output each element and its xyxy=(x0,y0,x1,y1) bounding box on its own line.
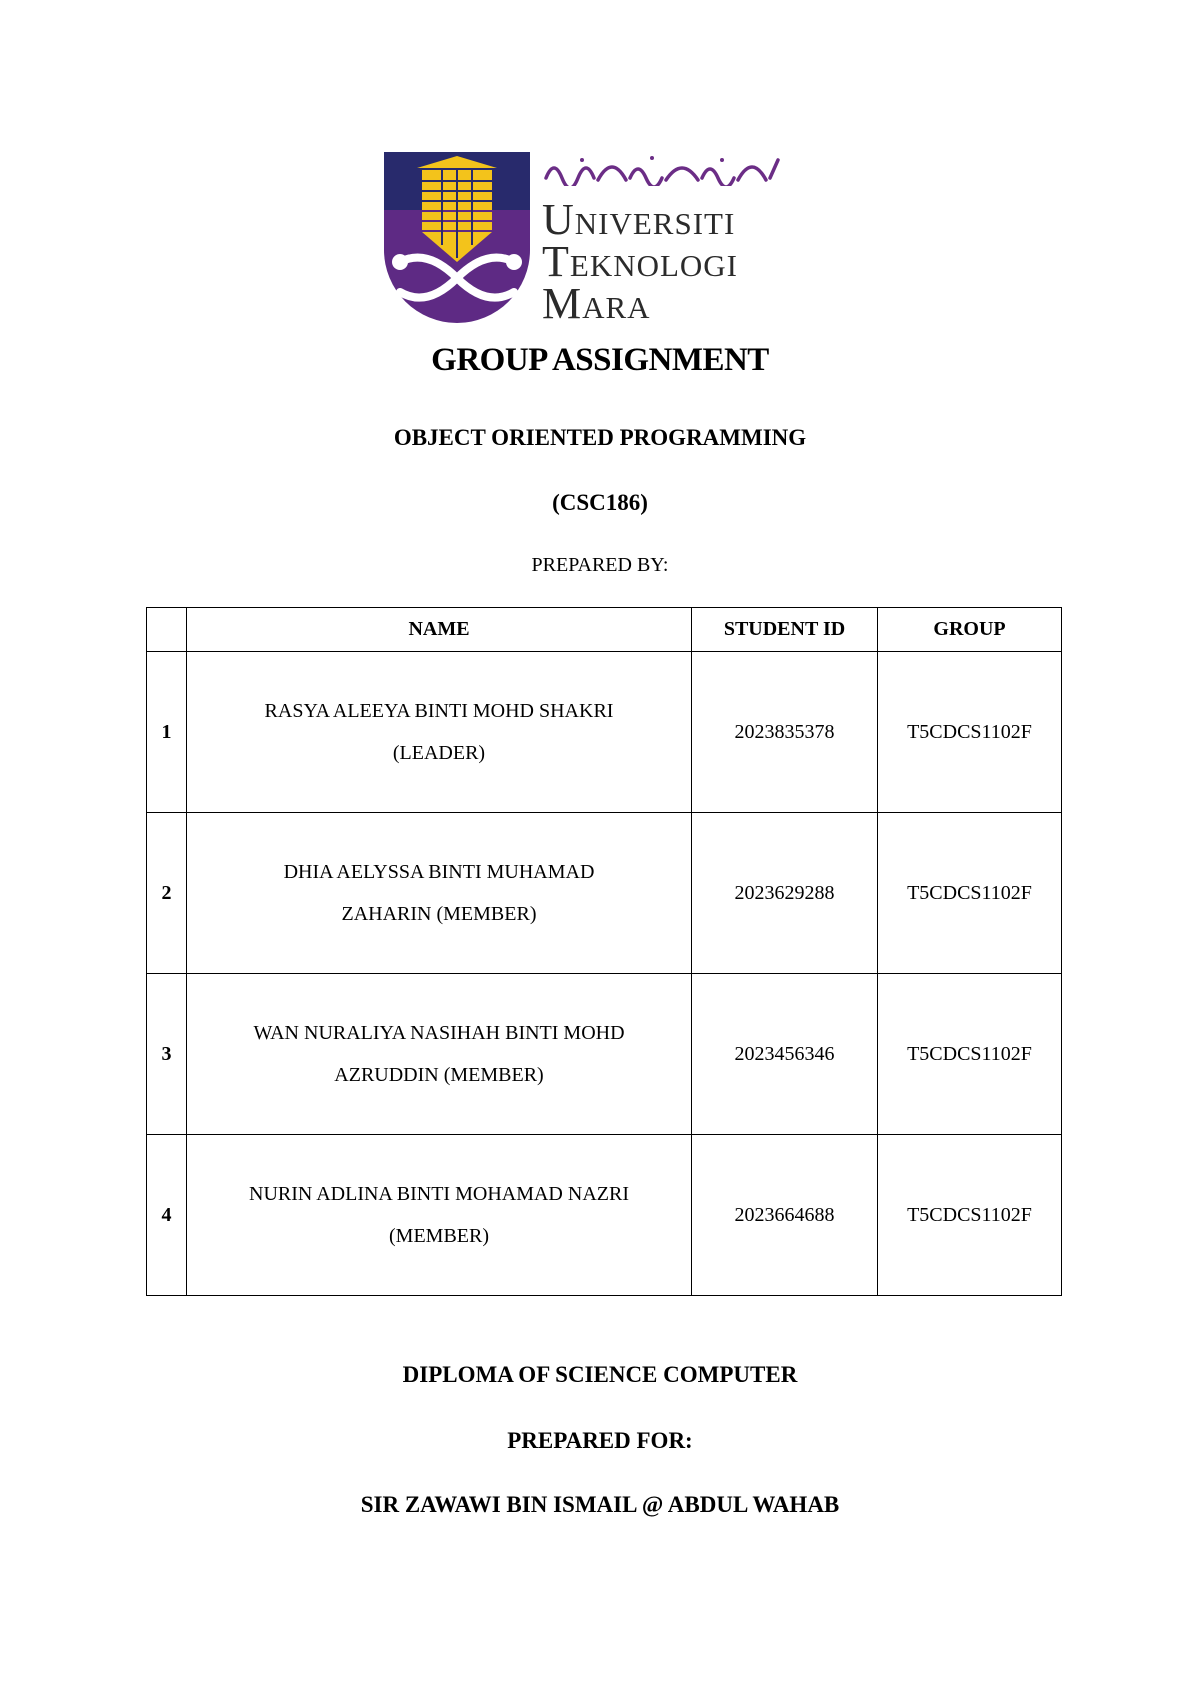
table-header-row xyxy=(147,608,1062,652)
member-group: T5CDCS1102F xyxy=(878,652,1062,813)
member-name xyxy=(187,652,692,813)
logo-arabic-script xyxy=(542,150,782,186)
member-name-line1: WAN NURALIYA NASIHAH BINTI MOHD xyxy=(253,1022,625,1044)
member-student-id: 2023456346 xyxy=(692,974,878,1135)
member-group: T5CDCS1102F xyxy=(878,974,1062,1135)
member-student-id: 2023835378 xyxy=(692,652,878,813)
row-number: 1 xyxy=(147,652,187,813)
prepared-by-label: PREPARED BY: xyxy=(531,554,669,576)
row-number: 2 xyxy=(147,813,187,974)
table-row xyxy=(147,974,1062,1135)
member-group: T5CDCS1102F xyxy=(878,1135,1062,1296)
university-logo xyxy=(382,150,792,328)
member-name-line2: (MEMBER) xyxy=(389,1225,489,1247)
member-name-line1: DHIA AELYSSA BINTI MUHAMAD xyxy=(283,861,595,883)
member-name-line1: NURIN ADLINA BINTI MOHAMAD NAZRI xyxy=(249,1183,629,1205)
program-name: DIPLOMA OF SCIENCE COMPUTER xyxy=(402,1362,798,1387)
lecturer-name: SIR ZAWAWI BIN ISMAIL @ ABDUL WAHAB xyxy=(360,1492,840,1517)
crest-icon xyxy=(382,150,532,325)
logo-text-universiti: Universiti xyxy=(542,195,736,244)
course-code: (CSC186) xyxy=(552,490,648,515)
row-number: 3 xyxy=(147,974,187,1135)
course-name: OBJECT ORIENTED PROGRAMMING xyxy=(393,425,807,450)
member-name-line2: ZAHARIN (MEMBER) xyxy=(341,903,537,925)
member-group: T5CDCS1102F xyxy=(878,813,1062,974)
members-table xyxy=(146,607,1062,1296)
header-number xyxy=(147,608,187,652)
header-name: NAME xyxy=(187,608,692,652)
table-row xyxy=(147,1135,1062,1296)
row-number: 4 xyxy=(147,1135,187,1296)
table-row xyxy=(147,813,1062,974)
member-name-line1: RASYA ALEEYA BINTI MOHD SHAKRI xyxy=(264,700,614,722)
member-name xyxy=(187,974,692,1135)
prepared-for-label: PREPARED FOR: xyxy=(507,1428,693,1453)
member-name-line2: AZRUDDIN (MEMBER) xyxy=(334,1064,544,1086)
logo-text-mara: Mara xyxy=(542,279,651,328)
document-title: GROUP ASSIGNMENT xyxy=(431,342,769,378)
table-row xyxy=(147,652,1062,813)
member-student-id: 2023629288 xyxy=(692,813,878,974)
header-student-id: STUDENT ID xyxy=(692,608,878,652)
member-name-line2: (LEADER) xyxy=(392,742,486,764)
logo-text-teknologi: Teknologi xyxy=(542,237,739,286)
member-name xyxy=(187,813,692,974)
member-name xyxy=(187,1135,692,1296)
header-group: GROUP xyxy=(878,608,1062,652)
member-student-id: 2023664688 xyxy=(692,1135,878,1296)
